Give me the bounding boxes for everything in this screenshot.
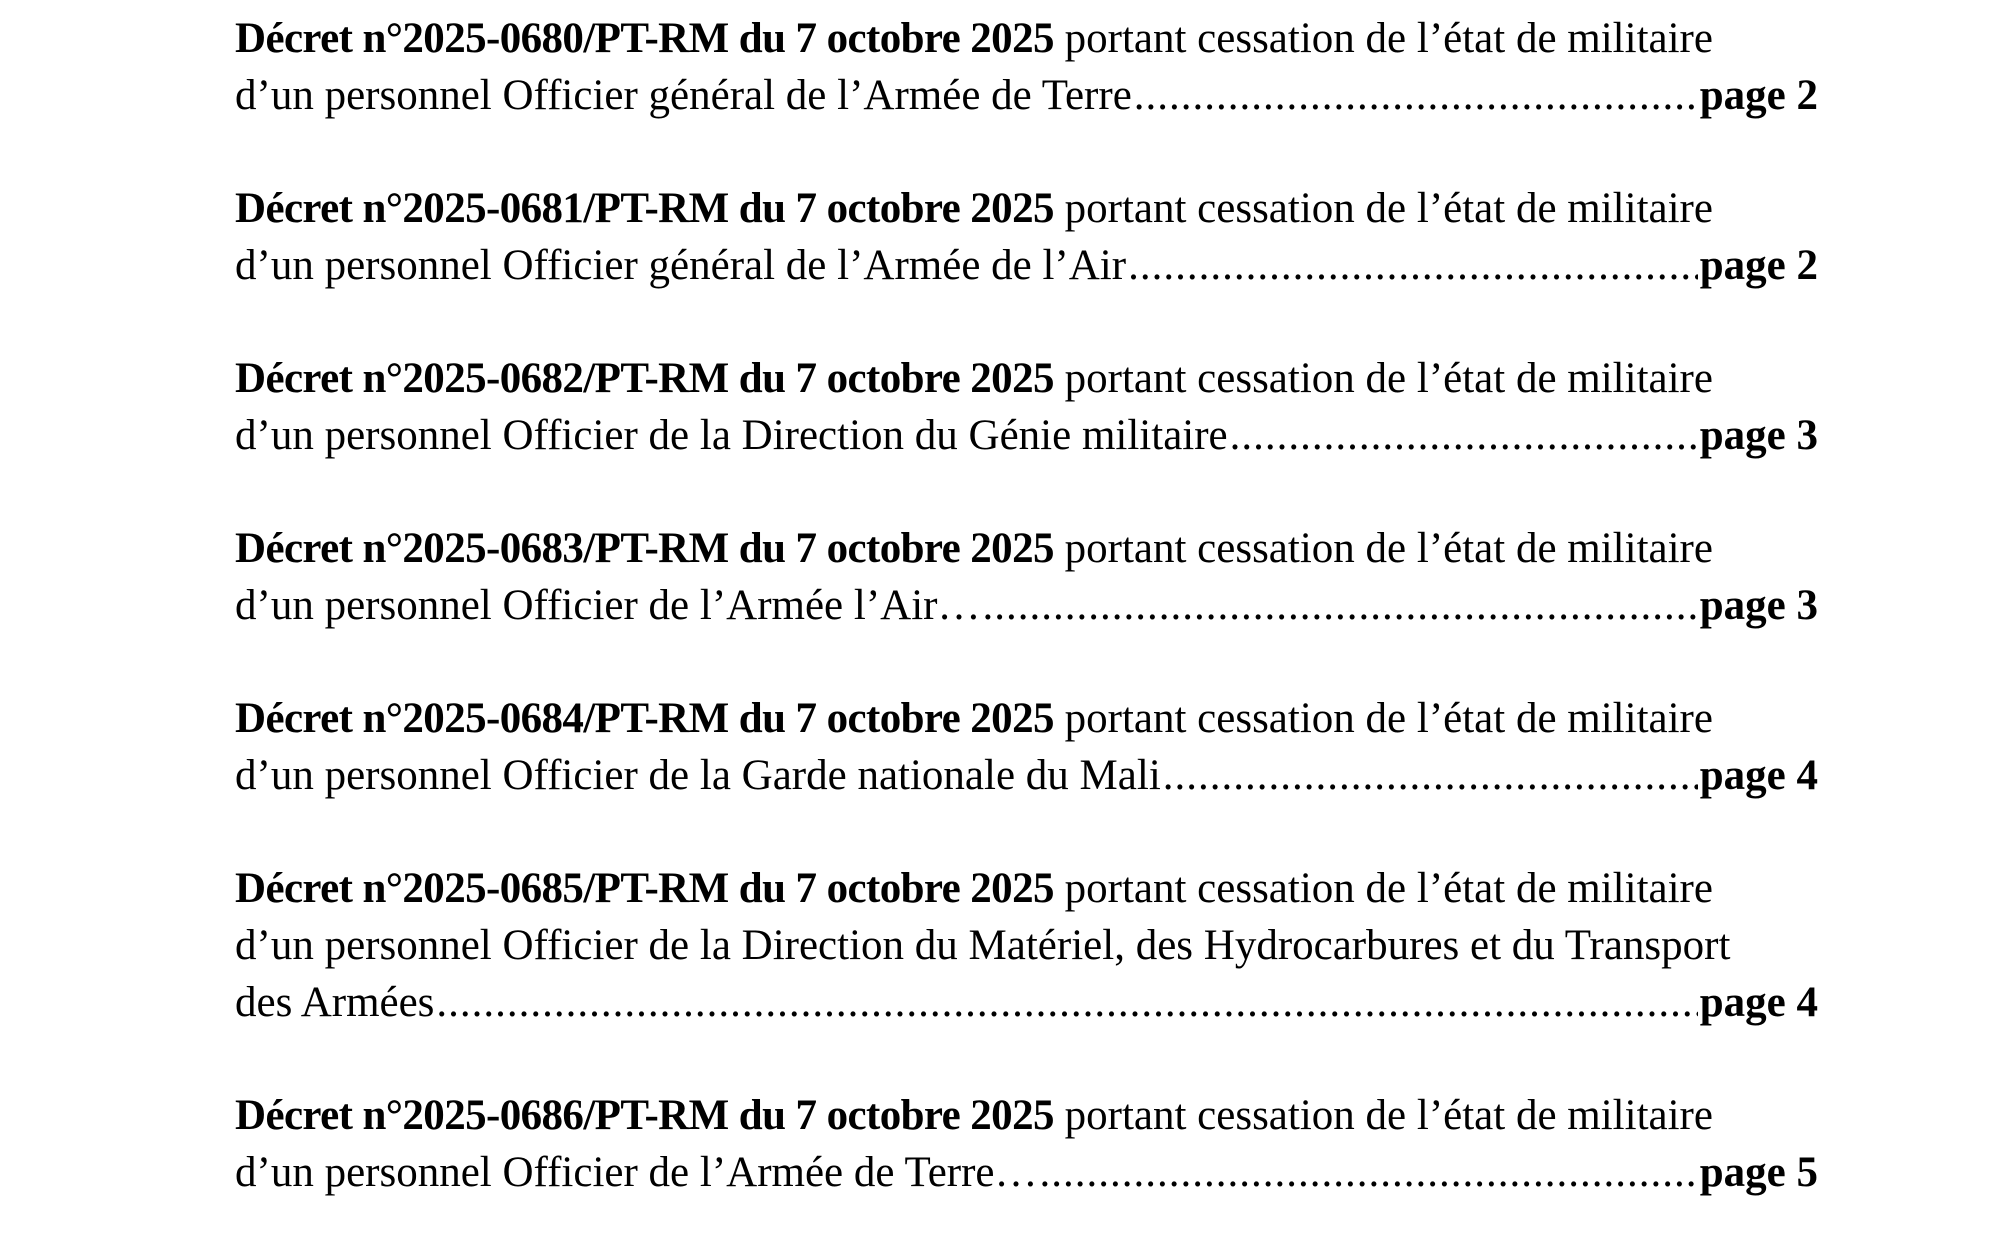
decree-reference: Décret n°2025-0683/PT-RM du 7 octobre 2025 <box>235 525 1054 572</box>
page-reference: page 4 <box>1699 979 1818 1026</box>
entry-last-line <box>235 407 1818 464</box>
page-reference: page 3 <box>1699 412 1818 459</box>
page-reference: page 3 <box>1699 582 1818 629</box>
entry-last-line <box>235 237 1818 294</box>
decree-reference: Décret n°2025-0680/PT-RM du 7 octobre 2025 <box>235 15 1054 62</box>
decree-subject-continued: d’un personnel Officier général de l’Armée de l’Air <box>235 242 1127 289</box>
dot-leader <box>1040 1144 1698 1201</box>
decree-reference: Décret n°2025-0681/PT-RM du 7 octobre 2025 <box>235 185 1054 232</box>
decree-subject-continued: d’un personnel Officier de l’Armée l’Air… <box>235 582 981 629</box>
entry-first-line <box>235 520 1818 577</box>
toc-entry <box>235 180 1818 294</box>
entry-last-line <box>235 1144 1818 1201</box>
dot-leader <box>1134 67 1698 124</box>
entry-first-line <box>235 350 1818 407</box>
decree-reference: Décret n°2025-0686/PT-RM du 7 octobre 2025 <box>235 1092 1054 1139</box>
table-of-contents <box>235 10 1818 1257</box>
toc-entry <box>235 520 1818 634</box>
toc-entry <box>235 1087 1818 1201</box>
entry-last-line <box>235 747 1818 804</box>
decree-subject-continued: d’un personnel Officier de la Garde nationale du Mali <box>235 752 1161 799</box>
entry-first-line <box>235 860 1818 917</box>
decree-subject: portant cessation de l’état de militaire <box>1053 1092 1713 1139</box>
toc-entry <box>235 860 1818 1031</box>
dot-leader <box>1128 237 1698 294</box>
dot-leader <box>1163 747 1698 804</box>
entry-first-line <box>235 690 1818 747</box>
dot-leader <box>982 577 1697 634</box>
toc-entry <box>235 690 1818 804</box>
dot-leader <box>436 974 1697 1031</box>
entry-first-line <box>235 10 1818 67</box>
entry-first-line <box>235 1087 1818 1144</box>
decree-subject-continued: d’un personnel Officier général de l’Armée de Terre <box>235 72 1132 119</box>
decree-subject-continued: d’un personnel Officier de la Direction du Génie militaire <box>235 412 1228 459</box>
entry-middle-line: d’un personnel Officier de la Direction du Matériel, des Hydrocarbures et du Transport <box>235 922 1731 969</box>
page-reference: page 4 <box>1699 752 1818 799</box>
decree-reference: Décret n°2025-0684/PT-RM du 7 octobre 2025 <box>235 695 1054 742</box>
decree-subject-continued: des Armées <box>235 979 435 1026</box>
entry-last-line <box>235 577 1818 634</box>
toc-entry <box>235 350 1818 464</box>
entry-first-line <box>235 180 1818 237</box>
toc-entry <box>235 10 1818 124</box>
decree-subject: portant cessation de l’état de militaire <box>1053 865 1713 912</box>
decree-subject: portant cessation de l’état de militaire <box>1053 525 1713 572</box>
decree-subject: portant cessation de l’état de militaire <box>1053 355 1713 402</box>
page-reference: page 2 <box>1699 72 1818 119</box>
decree-subject: portant cessation de l’état de militaire <box>1053 15 1713 62</box>
entry-last-line <box>235 974 1818 1031</box>
dot-leader <box>1230 407 1698 464</box>
decree-reference: Décret n°2025-0682/PT-RM du 7 octobre 2025 <box>235 355 1054 402</box>
page-reference: page 5 <box>1699 1149 1818 1196</box>
entry-last-line <box>235 67 1818 124</box>
decree-reference: Décret n°2025-0685/PT-RM du 7 octobre 2025 <box>235 865 1054 912</box>
decree-subject-continued: d’un personnel Officier de l’Armée de Terre… <box>235 1149 1038 1196</box>
page-reference: page 2 <box>1699 242 1818 289</box>
decree-subject: portant cessation de l’état de militaire <box>1053 185 1713 232</box>
decree-subject: portant cessation de l’état de militaire <box>1053 695 1713 742</box>
